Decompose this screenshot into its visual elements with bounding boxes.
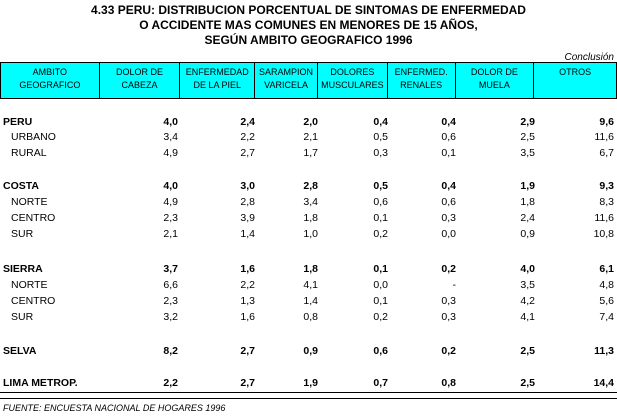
table-row <box>0 279 617 295</box>
table-row <box>0 263 617 279</box>
table-cell: 2,4 <box>520 212 535 224</box>
table-cell: 0,6 <box>373 196 388 208</box>
header-dolores-musculares-line1: DOLORES <box>330 67 375 77</box>
table-cell: 1,9 <box>303 377 318 389</box>
title-line-2: O ACCIDENTE MAS COMUNES EN MENORES DE 15 AÑOS, <box>139 18 478 32</box>
table-cell: 2,5 <box>520 131 535 143</box>
table-cell: 2,3 <box>163 212 178 224</box>
row-label: NORTE <box>11 196 48 208</box>
table-cell: 0,1 <box>441 147 456 159</box>
table-cell: 0,4 <box>373 116 388 128</box>
table-cell: 3,0 <box>240 180 255 192</box>
table-cell: 0,8 <box>441 377 456 389</box>
table-row <box>0 377 617 393</box>
header-renales-line1: ENFERMED. <box>394 67 448 77</box>
header-renales-line2: RENALES <box>400 80 443 90</box>
table-cell: 2,4 <box>240 116 255 128</box>
table-cell: 4,1 <box>303 279 318 291</box>
table-cell: 0,2 <box>373 228 388 240</box>
table-cell: 7,4 <box>599 311 614 323</box>
header-dolor-muela <box>456 63 535 98</box>
table-cell: 8,3 <box>599 196 614 208</box>
table-cell: 0,4 <box>441 116 456 128</box>
table-footer <box>0 398 617 413</box>
table-cell: 1,6 <box>240 263 255 275</box>
row-label: SIERRA <box>3 263 43 275</box>
table-cell: 0,2 <box>373 311 388 323</box>
table-cell: 0,4 <box>441 180 456 192</box>
table-cell: 2,7 <box>240 345 255 357</box>
header-otros <box>534 63 616 98</box>
header-dolor-cabeza-line1: DOLOR DE <box>116 67 164 77</box>
table-cell: 4,9 <box>163 147 178 159</box>
table-cell: 14,4 <box>593 377 614 389</box>
header-ambito-line2: GEOGRAFICO <box>19 80 81 90</box>
header-dolores-musculares <box>318 63 388 98</box>
table-cell: 4,2 <box>520 295 535 307</box>
table-cell: 2,1 <box>163 228 178 240</box>
table-cell: 2,2 <box>240 131 255 143</box>
header-sarampion <box>255 63 318 98</box>
header-dolores-musculares-line2: MUSCULARES <box>321 80 384 90</box>
table-cell: 0,1 <box>373 295 388 307</box>
table-cell: 5,6 <box>599 295 614 307</box>
table-cell: 4,1 <box>520 311 535 323</box>
table-cell: 3,9 <box>240 212 255 224</box>
header-sarampion-line1: SARAMPION <box>259 67 314 77</box>
header-ambito <box>1 63 100 98</box>
table-cell: 0,9 <box>303 345 318 357</box>
table-title <box>0 3 617 48</box>
table-cell: 10,8 <box>593 228 614 240</box>
table-row <box>0 311 617 327</box>
table-cell: 0,2 <box>441 263 456 275</box>
conclusion-note: Conclusión <box>564 52 614 63</box>
table-cell: 1,8 <box>520 196 535 208</box>
title-line-1: 4.33 PERU: DISTRIBUCION PORCENTUAL DE SINTOMAS DE ENFERMEDAD <box>91 3 526 17</box>
table-cell: 1,6 <box>240 311 255 323</box>
table-cell: 2,7 <box>240 377 255 389</box>
table-cell: 0,5 <box>373 131 388 143</box>
row-label: NORTE <box>11 279 48 291</box>
table-cell: 6,7 <box>599 147 614 159</box>
table-cell: 1,8 <box>303 263 318 275</box>
table-cell: 2,5 <box>520 377 535 389</box>
table-row <box>0 116 617 132</box>
table-cell: 1,3 <box>240 295 255 307</box>
header-enfermedad-piel <box>180 63 255 98</box>
table-cell: 0,0 <box>441 228 456 240</box>
row-label: SUR <box>11 228 34 240</box>
table-cell: 2,3 <box>163 295 178 307</box>
header-ambito-line1: AMBITO <box>32 67 67 77</box>
table-cell: 0,7 <box>373 377 388 389</box>
table-cell: 9,3 <box>599 180 614 192</box>
row-label: SELVA <box>3 345 37 357</box>
table-row <box>0 295 617 311</box>
table-cell: 1,4 <box>303 295 318 307</box>
table-cell: 4,8 <box>599 279 614 291</box>
table-cell: 11,6 <box>594 131 614 143</box>
table-cell: 11,3 <box>594 345 614 357</box>
table-cell: 2,2 <box>240 279 255 291</box>
table-cell: 0,3 <box>441 212 456 224</box>
table-bottom-rule <box>0 392 617 393</box>
table-row <box>0 345 617 361</box>
table-cell: 1,7 <box>303 147 318 159</box>
header-dolor-muela-line1: DOLOR DE <box>470 67 518 77</box>
table-cell: 2,9 <box>520 116 535 128</box>
row-label: URBANO <box>11 131 56 143</box>
table-cell: 6,1 <box>599 263 614 275</box>
table-cell: 3,7 <box>163 263 178 275</box>
table-cell: 0,6 <box>441 196 456 208</box>
table-cell: 0,3 <box>441 295 456 307</box>
table-cell: 0,8 <box>303 311 318 323</box>
table-header <box>0 62 617 99</box>
table-cell: 1,8 <box>303 212 318 224</box>
table-cell: 2,8 <box>303 180 318 192</box>
table-cell: 2,8 <box>240 196 255 208</box>
table-cell: 0,9 <box>520 228 535 240</box>
table-cell: 4,9 <box>163 196 178 208</box>
table-row <box>0 212 617 228</box>
table-cell: 0,1 <box>373 212 388 224</box>
table-row <box>0 180 617 196</box>
table-cell: 0,3 <box>373 147 388 159</box>
table-cell: 0,5 <box>373 180 388 192</box>
table-cell: 1,0 <box>303 228 318 240</box>
row-label: LIMA METROP. <box>3 377 78 389</box>
table-cell: 0,3 <box>441 311 456 323</box>
header-enfermedad-piel-line2: DE LA PIEL <box>193 80 242 90</box>
table-cell: 4,0 <box>163 116 178 128</box>
table-cell: 2,0 <box>303 116 318 128</box>
table-cell: 3,5 <box>520 279 535 291</box>
table-cell: 11,6 <box>594 212 614 224</box>
table-row <box>0 131 617 147</box>
table-cell: - <box>452 279 456 291</box>
header-otros-line1: OTROS <box>559 67 592 77</box>
row-label: RURAL <box>11 147 47 159</box>
source-note: FUENTE: ENCUESTA NACIONAL DE HOGARES 1996 <box>3 403 226 413</box>
header-sarampion-line2: VARICELA <box>264 80 308 90</box>
table-cell: 0,1 <box>373 263 388 275</box>
table-cell: 9,6 <box>599 116 614 128</box>
table-cell: 4,0 <box>520 263 535 275</box>
table-cell: 3,5 <box>520 147 535 159</box>
table-cell: 2,7 <box>240 147 255 159</box>
table-cell: 0,6 <box>373 345 388 357</box>
table-cell: 2,2 <box>163 377 178 389</box>
table-row <box>0 228 617 244</box>
table-cell: 2,5 <box>520 345 535 357</box>
header-dolor-muela-line2: MUELA <box>478 80 510 90</box>
header-dolor-cabeza <box>100 63 181 98</box>
header-dolor-cabeza-line2: CABEZA <box>121 80 158 90</box>
table-row <box>0 147 617 163</box>
table-cell: 2,1 <box>303 131 318 143</box>
table-cell: 0,2 <box>441 345 456 357</box>
table-cell: 3,4 <box>303 196 318 208</box>
table-cell: 8,2 <box>163 345 178 357</box>
header-enfermedad-piel-line1: ENFERMEDAD <box>185 67 249 77</box>
title-line-3: SEGÚN AMBITO GEOGRAFICO 1996 <box>204 33 413 47</box>
header-renales <box>388 63 456 98</box>
table-cell: 6,6 <box>163 279 178 291</box>
row-label: PERU <box>3 116 33 128</box>
table-cell: 3,4 <box>163 131 178 143</box>
row-label: SUR <box>11 311 34 323</box>
table-cell: 1,4 <box>240 228 255 240</box>
table-row <box>0 196 617 212</box>
table-cell: 4,0 <box>163 180 178 192</box>
table-cell: 1,9 <box>520 180 535 192</box>
table-cell: 0,6 <box>441 131 456 143</box>
table-cell: 0,0 <box>373 279 388 291</box>
row-label: CENTRO <box>11 212 56 224</box>
table-cell: 3,2 <box>163 311 178 323</box>
row-label: CENTRO <box>11 295 56 307</box>
row-label: COSTA <box>3 180 39 192</box>
